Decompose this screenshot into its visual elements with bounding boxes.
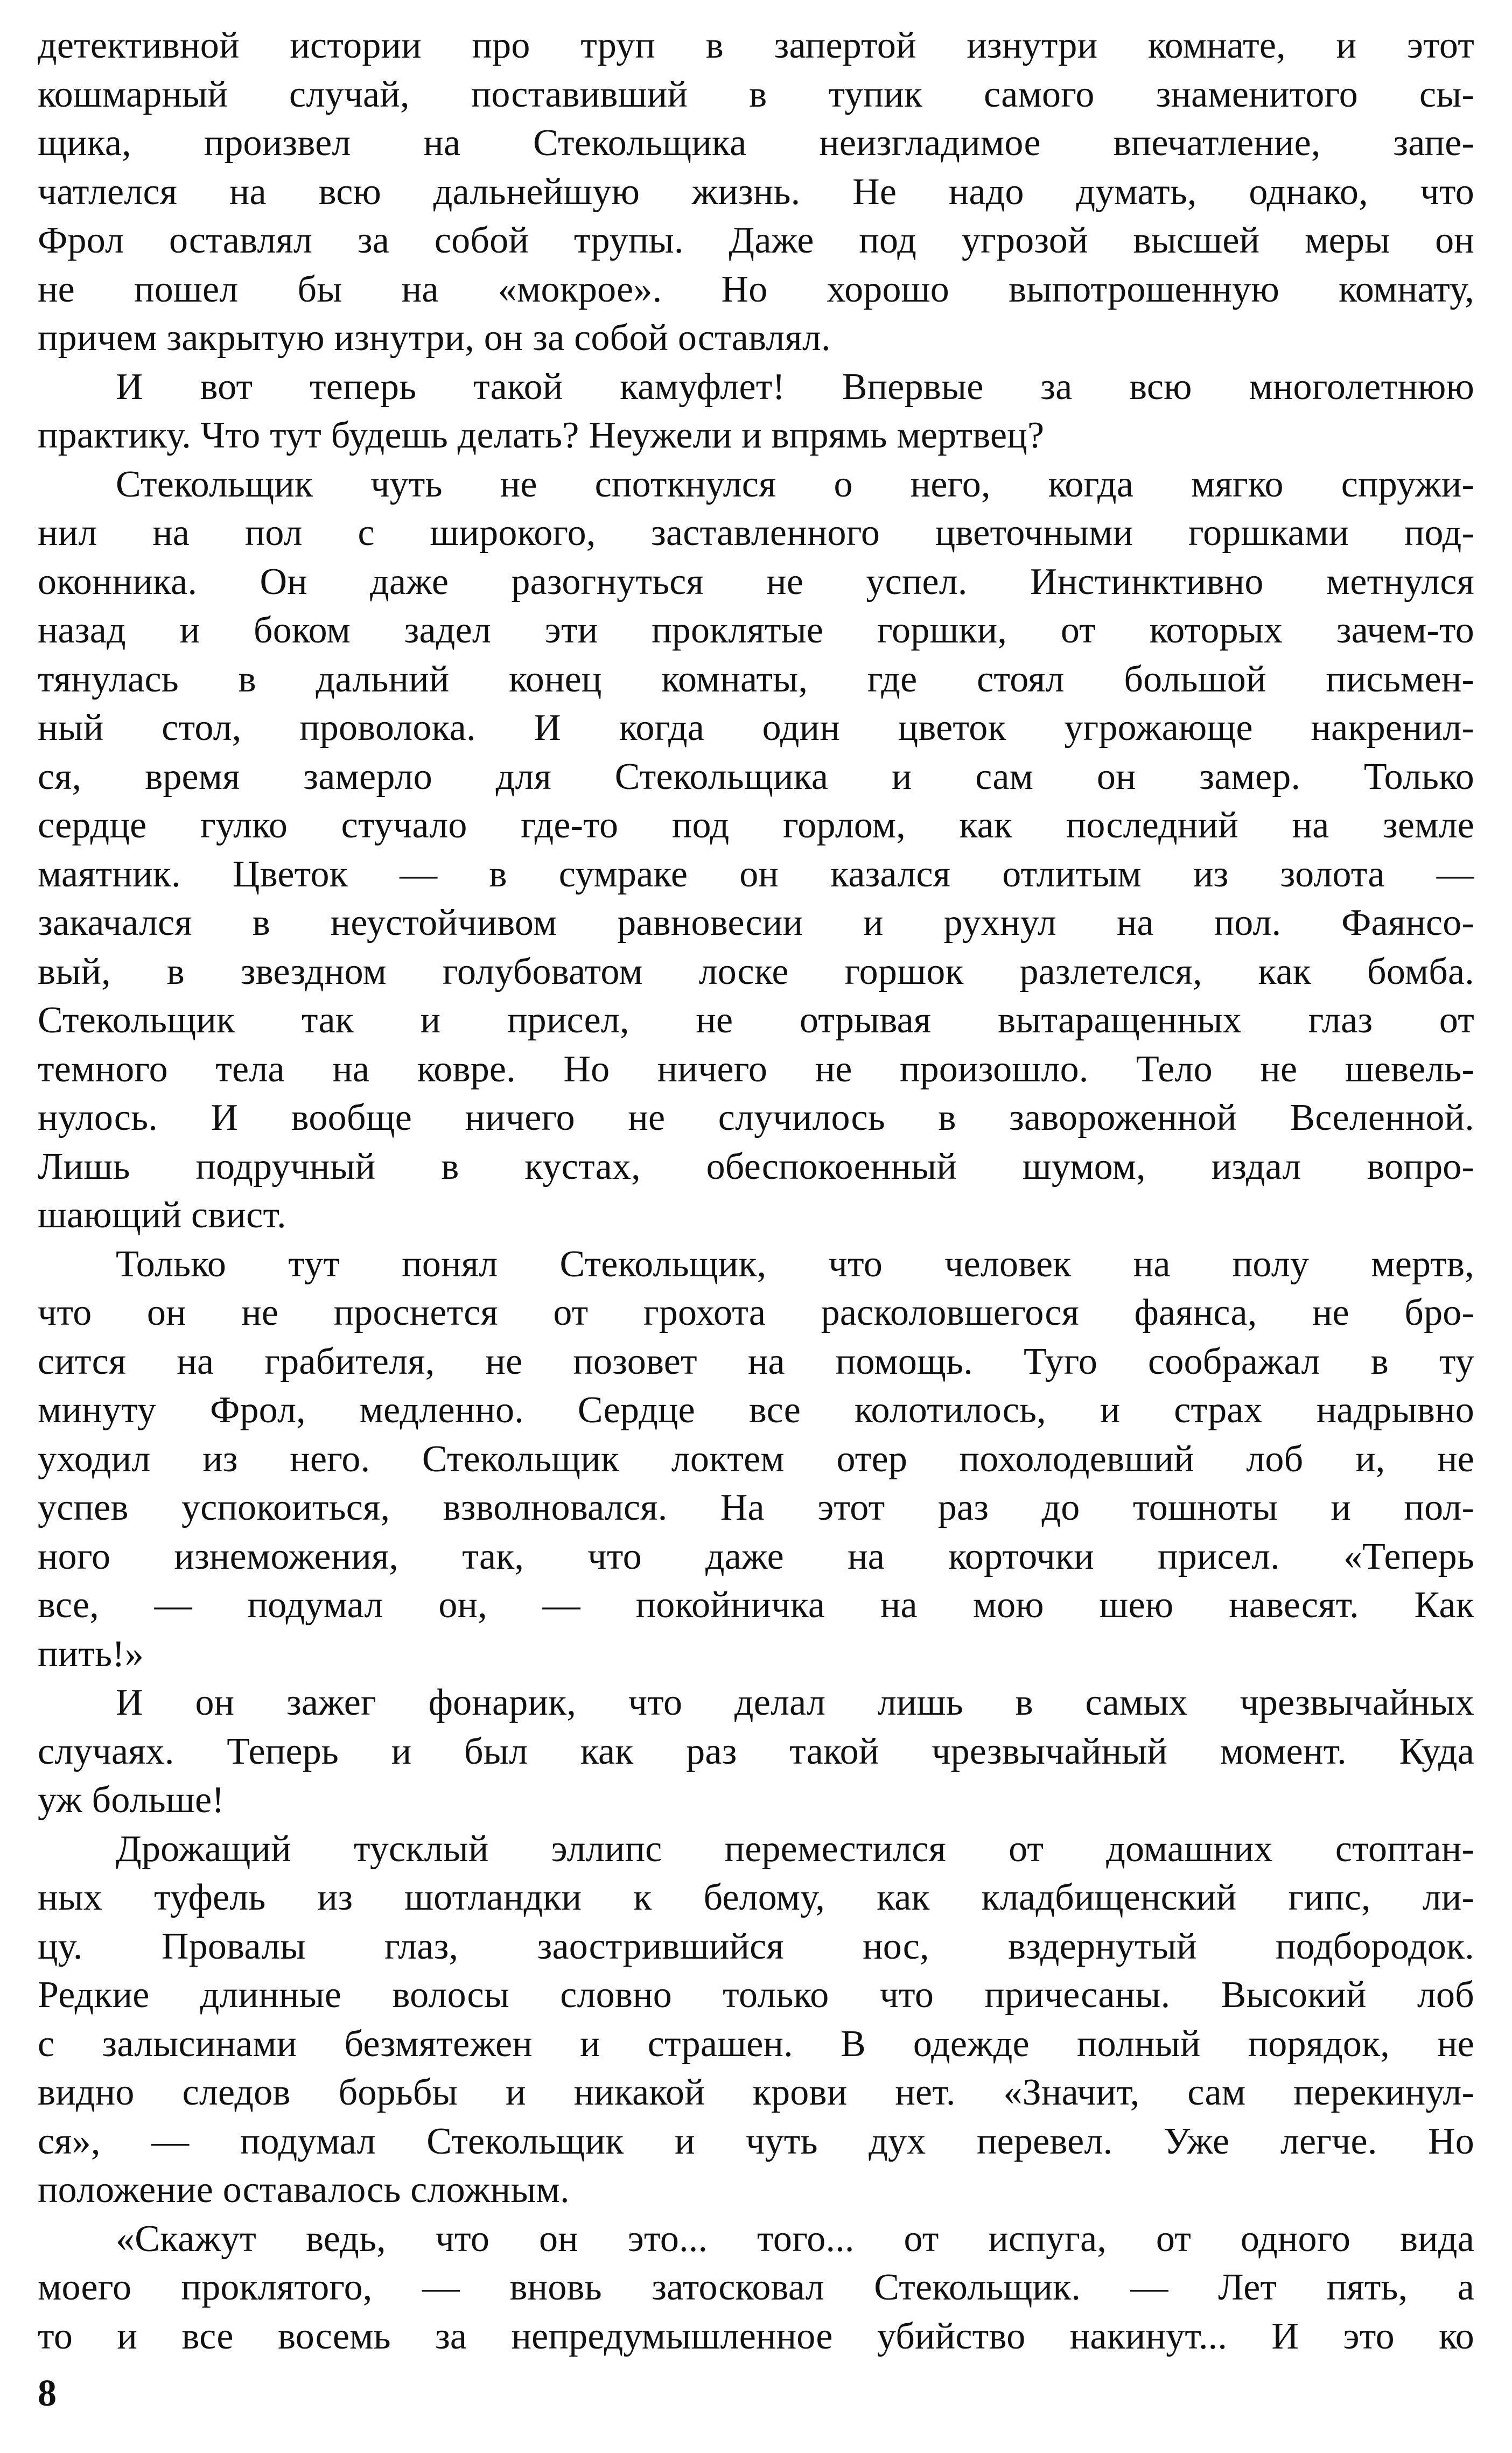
text-line: видно следов борьбы и никакой крови нет. «Значит, сам перекинул-: [38, 2072, 1474, 2113]
paragraph: [38, 1679, 1474, 1825]
text-line: уходил из него. Стекольщик локтем отер похолодевший лоб и, не: [38, 1438, 1474, 1480]
text-line: не пошел бы на «мокрое». Но хорошо выпотрошенную комнату,: [38, 268, 1474, 310]
text-line: ного изнеможения, так, что даже на корточки присел. «Теперь: [38, 1535, 1474, 1577]
body-text: [38, 22, 1474, 2361]
text-line: Лишь подручный в кустах, обеспокоенный шумом, издал вопро-: [38, 1145, 1474, 1187]
text-line: моего проклятого, — вновь затосковал Стекольщик. — Лет пять, а: [38, 2267, 1474, 2308]
text-line: уж больше!: [38, 1779, 225, 1821]
text-line: ся, время замерло для Стекольщика и сам он замер. Только: [38, 756, 1474, 798]
text-line: темного тела на ковре. Но ничего не произошло. Тело не шевель-: [38, 1048, 1474, 1090]
paragraph: [38, 363, 1474, 460]
text-line: ных туфель из шотландки к белому, как кладбищенский гипс, ли-: [38, 1877, 1474, 1918]
text-line: кошмарный случай, поставивший в тупик самого знаменитого сы-: [38, 73, 1474, 115]
text-line: детективной истории про труп в запертой изнутри комнате, и этот: [38, 25, 1474, 66]
text-line: Дрожащий тусклый эллипс переместился от домашних стоптан-: [116, 1828, 1474, 1870]
text-line: все, — подумал он, — покойничка на мою шею навесят. Как: [38, 1584, 1474, 1626]
text-line: назад и боком задел эти проклятые горшки, от которых зачем-то: [38, 610, 1474, 651]
text-line: «Скажут ведь, что он это... того... от испуга, от одного вида: [116, 2218, 1474, 2260]
text-line: нил на пол с широкого, заставленного цветочными горшками под-: [38, 512, 1474, 554]
text-line: успев успокоиться, взволновался. На этот раз до тошноты и пол-: [38, 1487, 1474, 1528]
paragraph: [38, 1825, 1474, 2215]
paragraph: [38, 2215, 1474, 2361]
paragraph: [38, 1240, 1474, 1679]
text-line: то и все восемь за непредумышленное убийство накинут... И это ко: [38, 2315, 1474, 2357]
text-line: минуту Фрол, медленно. Сердце все колотилось, и страх надрывно: [38, 1389, 1474, 1431]
text-line: вый, в звездном голубоватом лоске горшок разлетелся, как бомба.: [38, 951, 1474, 993]
text-line: ся», — подумал Стекольщик и чуть дух перевел. Уже легче. Но: [38, 2120, 1474, 2162]
text-line: пить!»: [38, 1633, 144, 1675]
text-line: сердце гулко стучало где-то под горлом, как последний на земле: [38, 805, 1474, 846]
text-line: причем закрытую изнутри, он за собой оставлял.: [38, 317, 831, 359]
paragraph: [38, 22, 1474, 363]
text-line: цу. Провалы глаз, заострившийся нос, вздернутый подбородок.: [38, 1925, 1474, 1967]
text-line: сится на грабителя, не позовет на помощь. Туго соображал в ту: [38, 1340, 1474, 1382]
page-number: 8: [38, 2373, 57, 2414]
text-line: случаях. Теперь и был как раз такой чрезвычайный момент. Куда: [38, 1730, 1474, 1772]
text-line: что он не проснется от грохота расколовшегося фаянса, не бро-: [38, 1292, 1474, 1333]
text-line: Стекольщик так и присел, не отрывая вытаращенных глаз от: [38, 1000, 1474, 1041]
text-line: Стекольщик чуть не споткнулся о него, когда мягко спружи-: [116, 463, 1474, 505]
text-line: с залысинами безмятежен и страшен. В одежде полный порядок, не: [38, 2023, 1474, 2065]
text-line: Редкие длинные волосы словно только что причесаны. Высокий лоб: [38, 1974, 1474, 2016]
text-line: шающий свист.: [38, 1194, 286, 1236]
text-line: закачался в неустойчивом равновесии и рухнул на пол. Фаянсо-: [38, 902, 1474, 944]
text-line: положение оставалось сложным.: [38, 2169, 570, 2211]
text-line: тянулась в дальний конец комнаты, где стоял большой письмен-: [38, 658, 1474, 700]
text-line: щика, произвел на Стекольщика неизгладимое впечатление, запе-: [38, 122, 1474, 164]
paragraph: [38, 460, 1474, 1240]
text-line: И он зажег фонарик, что делал лишь в самых чрезвычайных: [116, 1682, 1474, 1723]
text-line: чатлелся на всю дальнейшую жизнь. Не надо думать, однако, что: [38, 171, 1474, 213]
text-line: практику. Что тут будешь делать? Неужели и впрямь мертвец?: [38, 415, 1045, 456]
text-line: маятник. Цветок — в сумраке он казался отлитым из золота —: [38, 853, 1474, 895]
text-line: Фрол оставлял за собой трупы. Даже под угрозой высшей меры он: [38, 220, 1474, 261]
text-line: И вот теперь такой камуфлет! Впервые за всю многолетнюю: [116, 366, 1474, 408]
text-line: Только тут понял Стекольщик, что человек на полу мертв,: [116, 1243, 1474, 1285]
text-line: нулось. И вообще ничего не случилось в завороженной Вселенной.: [38, 1097, 1474, 1138]
text-line: оконника. Он даже разогнуться не успел. Инстинктивно метнулся: [38, 561, 1474, 603]
text-line: ный стол, проволока. И когда один цветок угрожающе накренил-: [38, 707, 1474, 749]
